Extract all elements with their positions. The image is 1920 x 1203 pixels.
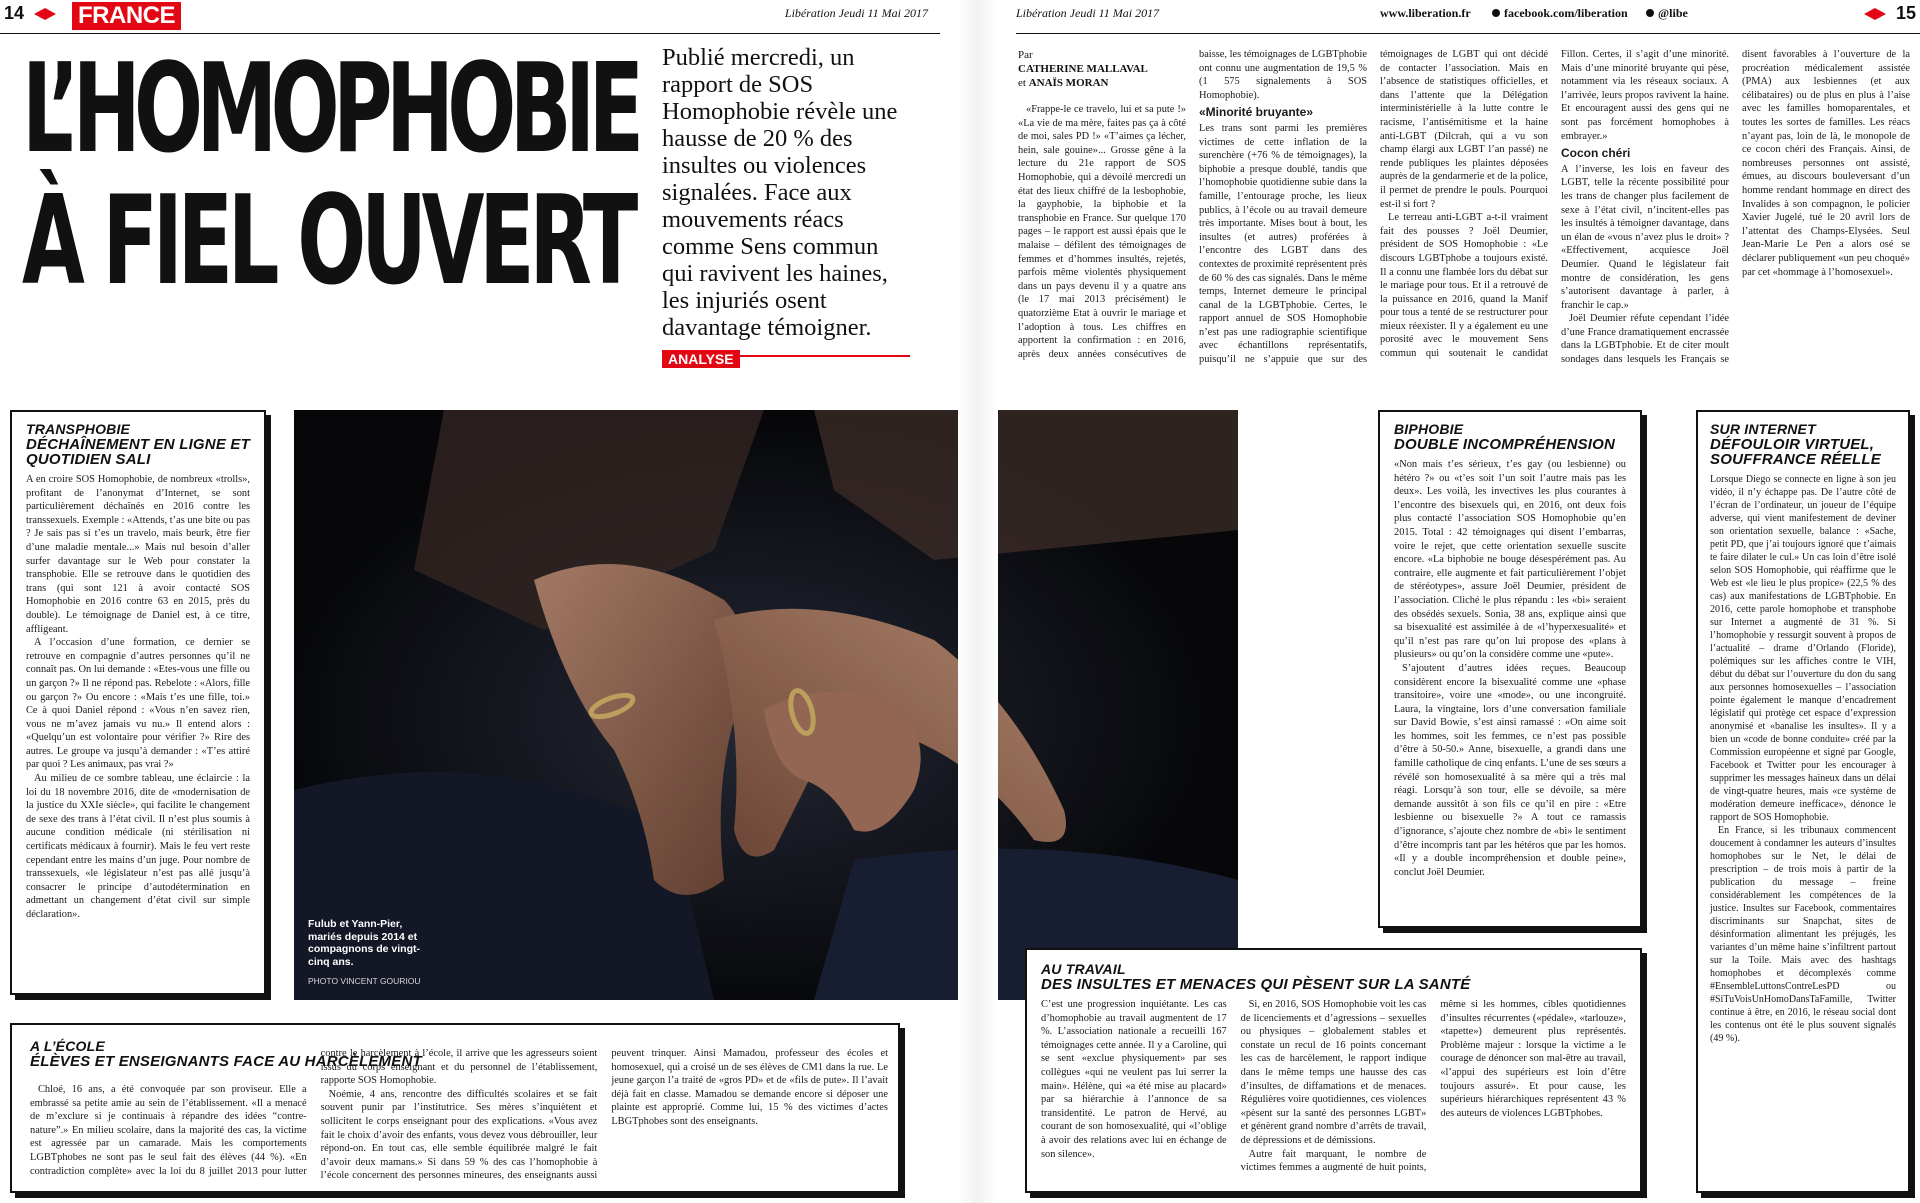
box-body	[1041, 998, 1626, 1176]
twitter-icon	[1646, 9, 1654, 17]
box-body	[30, 1047, 888, 1187]
masthead-right: Libération Jeudi 11 Mai 2017	[1016, 6, 1160, 20]
author-2: ANAÏS MORAN	[1028, 77, 1109, 89]
headline	[22, 38, 642, 313]
box-biphobie	[1378, 410, 1642, 928]
page-gutter	[958, 0, 998, 1203]
box-paragraph: Noémie, 4 ans, rencontre des difficultés scolaires et se fait souvent punir par l’institutrice. Ses mères s’inquiètent et sollicitent le corps enseignant pour des explications. «Vous avez fait le choix d’avoir des enfants, vous devez vous débrouiller, leur répond-on. En tout cas, elle semble équilibrée malgré le fait d’avoir deux mamans.» Si dans 59 % des cas l’homophobie à l’école concernent des personnes mineures, des enseignants aussi peuvent trinquer. Ainsi Mamadou, professeur des écoles et homosexuel, qui a croisé un de ses élèves de CM1 dans la rue. Le jeune garçon l’a traité de «gros PD» et de «fils de pute». Il l’avait déjà fait en classe. Mamadou se demande encore si déposer une plainte est approprié. Comme lui, 15 % des victimes d’actes LBGTphobes sont des enseignants.	[320, 1048, 888, 1182]
masthead-left: Libération Jeudi 11 Mai 2017	[784, 6, 928, 20]
headline-line-1: L’HOMOPHOBIE	[22, 38, 638, 181]
box-paragraph: Lorsque Diego se connecte en ligne à son jeu vidéo, il n’y échappe pas. De l’autre côté de l’écran de l’ordinateur, un joueur de l’équipe adverse, qui vient manifestement de deviner son orientation sexuelle, balance : «Sache, petit PD, que j’ai toujours ignoré que t’aimais te faire dilater le cul.» Un cas loin d’être isolé selon SOS Homophobie, qui réaffirme que le Web est «le lieu le plus propice» (22,5 % des cas) aux manifestations de LGBTphobie. En 2016, cette parole homophobe et transphobe sur Internet a augmenté de 31 %. Si l’homophobie y ressurgit souvent à propos de l’actualité – drame d’Orlando (Floride), polémiques sur les affiches contre le VIH, début du débat sur l’ouverture du don du sang aux personnes homosexuelles – l’association pointe également le manque d’encadrement législatif qui protège cet espace d’expression anonymisé et «banalise les insultes». Il y a bien un «code de bonne conduite» créé par la Commission européenne et signé par Google, Facebook et Twitter pour les encourager à supprimer les messages haineux dans un délai de vingt-quatre heures, mais «ce système de modération demeure inefficace», dénonce le rapport de SOS Homophobie.	[1710, 474, 1896, 823]
photo-caption: Fulub et Yann-Pier, mariés depuis 2014 et compagnons de vingt-cinq ans.	[308, 918, 421, 968]
box-kicker: BIPHOBIE	[1394, 421, 1464, 437]
section-label: FRANCE	[72, 2, 181, 30]
box-title: ÉLÈVES ET ENSEIGNANTS FACE AU HARCÈLEMENT	[30, 1053, 422, 1070]
box-title: DÉFOULOIR VIRTUEL, SOUFFRANCE RÉELLE	[1710, 436, 1881, 468]
box-paragraph: En France, si les tribunaux commencent doucement à condamner les auteurs d’insultes homophobes sur le Net, le délai de prescription – de trois mois à partir de la publication du message – freine considérablement les compétences de la justice. Insultes sur Facebook, commentaires discriminants sur Snapchat, sites de désinformation alimentant les préjugés, les variantes d’un même haine s’infiltrent partout sur la Toile. Mais avec des hashtags homophobes et décomplexés comme #EnsembleLuttonsContreLesPD ou #SiTuVoisUnHomoDansTaFamille, Twitter continue à être, en 2016, le réseau social dont les contenus ont été le plus souvent signalés (49 %).	[1710, 825, 1896, 1044]
box-kicker: SUR INTERNET	[1710, 421, 1816, 437]
facebook-link[interactable]: facebook.com/liberation	[1504, 6, 1628, 20]
byline-conj: et	[1018, 77, 1026, 89]
hands-photo-illustration	[294, 410, 1238, 1000]
header-rule	[1016, 33, 1920, 34]
red-diamond-icon	[1864, 8, 1886, 20]
website-link[interactable]: www.liberation.fr	[1380, 6, 1471, 20]
byline-spacer	[1018, 48, 1186, 103]
box-kicker: TRANSPHOBIE	[26, 421, 131, 437]
right-page-header	[1016, 0, 1920, 34]
page-number-right: 15	[1895, 3, 1916, 23]
box-kicker: AU TRAVAIL	[1041, 961, 1126, 977]
box-paragraph: C’est une progression inquiétante. Les cas d’homophobie au travail augmentent de 17 %. L’association nationale a recueilli 167 témoignages cette année. Il y a Caroline, qui se sent «exclue physiquement» par ses collègues «qui ne veulent pas lui serrer la main». Hélène, qui «a été mise au placard» par sa hiérarchie à l’annonce de sa transidentité. Le patron de Hervé, au courant de son homosexualité, qui «l’oblige à avoir des relations avec lui en échange de son silence».	[1041, 999, 1227, 1160]
box-ecole	[10, 1023, 900, 1193]
standfirst: Publié mercredi, un rapport de SOS Homophobie révèle une hausse de 20 % des insultes ou violences signalées. Face aux mouvements réacs comme Sens commun qui ravivent les haines, les injuriés osent davantage témoigner.	[662, 44, 898, 341]
article-paragraph: Joël Deumier réfute cependant l’idée d’une France dramatiquement encrassée dans la LGBTphobie. Et de citer moult sondages dans lesquels les Français se disent favorables à l’ouverture de la procréation médicalement assistée (PMA) aux lesbiennes (et aux célibataires) ou de plus en plus à l’aise avec les familles homoparentales, et toutes les sortes de familles. Les réacs n’ayant pas, loin de là, le monopole de ce cocon chéri des Français. Ainsi, de nombreuses personnes ont assisté, émues, au discours bouleversant d’un homme rendant hommage en direct des Invalides à son compagnon, le policier Xavier Jugelé, tué le 20 avril lors de l’attentat des Champs-Elysées. Seul Jean-Marie Le Pen a alors osé se déclarer publiquement «un peu choqué» par cet «hommage à l’homosexuel».	[1561, 49, 1910, 366]
photo-credit: PHOTO VINCENT GOURIOU	[308, 976, 421, 986]
article-paragraph: Les trans sont parmi les premières victimes de cette inflation de la surenchère (+76 % de témoignages), la biphobie a presque doublé, tandis que l’homophobie quotidienne subie dans la famille, l’entourage proche, les lieux publics, à l’école ou au travail demeure très importante. Mises bout à bout, les insultes (et autres) proférées à l’encontre des LGBT dans des contextes de proximité représentent près de 60 % des cas signalés. Dans le même temps, Internet demeure le principal canal de la LGBTphobie. Certes, le rapport annuel de SOS Homophobie n’est pas une radiographie scientifique avec échantillons représentatifs, puisqu’il ne s’appuie que sur des témoignages de LGBT qui ont décidé de contacter l’association. Mais en l’absence de statistiques officielles, et dans l’attente que la Délégation interministérielle à la lutte contre le racisme, l’antisémitisme et la haine anti-LGBT (Dilcrah, qui a vu son champ élargi aux LGBT l’an passé) ne rende publiques les plaintes déposées auprès de la gendarmerie et de la police, il permet de prendre le pouls. Pourquoi est-il si fort ?	[1199, 49, 1548, 366]
box-paragraph: S’ajoutent d’autres idées reçues. Beaucoup considèrent encore la bisexualité comme une «phase transitoire», voire une «mode», ou une incongruité. Laura, la vingtaine, lors d’une conversation familiale sur David Bowie, s’est ainsi ramassé : «On aime soit les hommes, soit les femmes, ce n’est pas possible d’être à 50-50.» Anne, bisexuelle, a grandi dans une famille catholique de cinq enfants. L’une de ses sœurs a révélé son homosexualité à sa mère qui a très mal réagi. Lorsqu’à son tour, elle se dévoile, sa mère demande aussitôt à son fils ce qu’il en pire : «Etre lesbienne ou bisexuelle ?» A tout ce ramassis d’ignorance, s’ajoute chez nombre de «bi» le sentiment d’être incompris tant par les hétéros que par les homos. «Il y a double incompréhension et double peine», conclut Joël Deumier.	[1394, 662, 1626, 878]
box-title: DÉCHAÎNEMENT EN LIGNE ET QUOTIDIEN SALI	[26, 436, 250, 468]
red-diamond-icon	[34, 8, 56, 20]
box-heading	[26, 422, 250, 467]
headline-line-2: À FIEL OUVERT	[22, 170, 634, 313]
box-paragraph: «Non mais t’es sérieux, t’es gay (ou lesbienne) ou hétéro ?» ou «t’es soit l’un soit l’autre mais pas les deux». Les voilà, les invectives les plus courantes à l’encontre des bisexuels qui, en 2016, ont deux fois plus contacté l’association SOS Homophobie qu’en 2015. Total : 42 témoignages qui disent l’embarras, voire le rejet, que cette orientation sexuelle suscite encore. «La biphobie ne bouge désespérément pas. Au contraire, elle augmente et fait particulièrement l’objet de stéréotypes», assure Joël Deumier, président de l’association. Cliché le plus répandu : les «bi» seraient des obsédés sexuels. Sonia, 38 ans, explique ainsi que sa bisexualité est assimilée à de «l’hyperxesualité» et qu’il n’est pas rare qu’on lui propose des «plans à plusieurs» ou qu’on la considère comme une «pute».	[1394, 459, 1626, 661]
article-paragraph: A l’inverse, les lois en faveur des LGBT, telle la récente possibilité pour les trans de changer plus facilement de sexe à l’état civil, n’incitent-elles pas les insultés à témoigner davantage, dans un élan de «vous n’avez plus le droit» ? «Effectivement, acquiesce Joël Deumier. Quand le législateur fait montre de considération, les gens s’autorisent davantage à parler, à franchir le cap.»	[1561, 163, 1729, 311]
main-article	[1018, 48, 1910, 373]
twitter-link[interactable]: @libe	[1658, 6, 1688, 20]
box-title: DES INSULTES ET MENACES QUI PÈSENT SUR LA SANTÉ	[1041, 976, 1471, 993]
main-photo	[294, 410, 1238, 1000]
heading-spacer	[30, 1047, 307, 1083]
box-heading	[1394, 422, 1626, 452]
subhead: «Minorité bruyante»	[1199, 105, 1314, 120]
box-paragraph: Si, en 2016, SOS Homophobie voit les cas de licenciements et d’agressions – sexuelles ou physiques – globalement stables et constate un recul de 16 points concernant les cas de harcèlement, le rapport indique dans le même temps une hausse des cas d’insultes, de diffamations et de menaces. Régulières voire quotidiennes, ces violences «pèsent sur la santé des personnes LGBT» et génèrent grand nombre d’arrêts de travail, de dépressions et de démissions.	[1240, 999, 1427, 1146]
article-paragraph: Le terreau anti-LGBT a-t-il vraiment fait des pousses ? Joël Deumier, président de SOS Homophobie : «Le discours LGBTphobe a toujours existé. Il a connu une flambée lors du débat sur le mariage pour tous. Et il a retrouvé de la puissance en 2016, quand la Manif pour tous a tenté de se restructurer pour mieux réexister. Il y a également eu une porosité avec le mouvement Sens commun qui soutenait le candidat Fillon. Certes, il s’agit d’une minorité. Mais d’une minorité bruyante qui pèse, notamment via les réseaux sociaux. A l’arrivée, leurs propos ravivent la haine. Et encouragent aussi des gens qui ne sont pas forcément homophobes à embrayer.»	[1380, 49, 1729, 360]
box-title: DOUBLE INCOMPRÉHENSION	[1394, 436, 1616, 453]
box-paragraph: A en croire SOS Homophobie, de nombreux «trolls», profitant de l’anonymat d’Internet, se sont particulièrement déchaînés en 2016 contre les transsexuels. Exemple : «Attends, t’as une bite ou pas ? Je sais pas si t’es un travelo, mais beurk, être fier d’une maladie mentale...» Mais nul besoin d’aller surfer davantage sur le Web pour constater la transphobie. Elle se retrouve dans le quotidien des trans (qui sont 121 à avoir contacté SOS Homophobie en 2016 contre 63 en 2015, près du double). Le témoignage de Daniel est, à ce titre, affligeant.	[26, 474, 250, 635]
box-body	[26, 473, 250, 922]
box-body	[1394, 458, 1626, 879]
page-number-left: 14	[4, 3, 25, 23]
box-kicker: A L’ÉCOLE	[30, 1038, 105, 1054]
box-paragraph: Autre fait marquant, le nombre de victimes femmes a augmenté de huit points, même si les hommes, cibles quotidiennes d’insultes récurrentes («pédale», «tarlouze», «tapette») demeurent plus représentés. Problème majeur : lorsque la victime a le courage de dénoncer son mal-être au travail, «l’appui des supérieurs est loin d’être toujours assuré». Et pour cause, les supérieurs hiérarchiques représentent 43 % des auteurs de violences LGBTphobes.	[1240, 999, 1626, 1174]
header-rule	[0, 33, 940, 34]
box-heading	[1710, 422, 1896, 467]
box-heading	[1041, 962, 1626, 992]
box-travail	[1025, 948, 1642, 1193]
article-paragraph: «Frappe-le ce travelo, lui et sa pute !» «La vie de ma mère, faites pas ça à côté de moi, sales PD !» «T’aimes ça lécher, hein, sale gouine»... Grosse gêne à la lecture du 21e rapport de SOS Homophobie, qui a dévoilé mercredi un état des lieux chiffré de la lesbophobie, la gayphobie, la biphobie et la transphobie en France. Sur quelque 170 pages – le rapport est aussi épais que le malaise – défilent des témoignages de femmes et d’hommes insultés, rejetés, parfois même violentés physiquement dans un pays devenu il y a quatre ans (le 17 mai 2013 précisément) le quatorzième Etat à ouvrir le mariage et l’adoption à tous. Les chiffres en apportent la confirmation : en 2016, après deux années consécutives de baisse, les témoignages de LGBTphobie ont connu une augmentation de 19,5 % (1 575 signalements à SOS Homophobie).	[1018, 49, 1367, 360]
box-body	[1710, 473, 1896, 1045]
analyse-label: ANALYSE	[662, 350, 740, 368]
facebook-icon	[1492, 9, 1500, 17]
box-internet	[1696, 410, 1910, 1193]
author-1: CATHERINE MALLAVAL	[1018, 63, 1148, 75]
left-page-header	[0, 0, 940, 34]
box-transphobie	[10, 410, 266, 995]
subhead: Cocon chéri	[1561, 146, 1631, 161]
byline-prefix: Par	[1018, 49, 1033, 61]
box-paragraph: A l’occasion d’une formation, ce dernier se retrouve en compagnie d’autres personnes qu’il ne connaît pas. On lui demande : «Etes-vous une fille ou un garçon ?» Il ne répond pas. Rebelote : «Alors, fille ou garçon ?» Ou encore : «Mais t’es une fille, toi.» Ce à quoi Daniel répond : «Vous n’en savez rien, vous ne m’avez jamais vu nu.» Il entend alors : «Quelqu’un est volontaire pour vérifier ?» Rire des autres. Le groupe va jusqu’à demander : «T’es attiré par quoi ? Les animaux, pas vrai ?»	[26, 637, 250, 771]
box-paragraph: Chloé, 16 ans, a été convoquée par son proviseur. Elle a embrassé sa petite amie au sein de l’établissement. «Il a menacé de m’exclure si je continuais à répandre des idées “contre-nature”.» En milieu scolaire, dans la majorité des cas, la victime est agressée par un camarade. Mais les comportements LGBTphobes ne sont pas le seul fait des élèves (44 %). «En contradiction complète» avec la loi du 8 juillet 2013 pour lutter contre le harcèlement à l’école, il arrive que les agresseurs soient issus du corps enseignant et du personnel de l’établissement, rapporte SOS Homophobie.	[30, 1048, 598, 1177]
box-paragraph: Au milieu de ce sombre tableau, une éclaircie : la loi du 18 novembre 2016, dite de «modernisation de la justice du XXIe siècle», qui facilite le changement de sexe des trans à l’état civil. Il n’est plus soumis à aucune condition médicale (ni stérilisation ni certificats médicaux à fournir). Mais le feu vert reste cependant entre les mains d’un juge. Pour nombre de transsexuels, «le législateur n’est pas allé jusqu’à consacrer le principe d’autodétermination en admettant un changement d’état civil sur simple déclaration».	[26, 773, 250, 920]
